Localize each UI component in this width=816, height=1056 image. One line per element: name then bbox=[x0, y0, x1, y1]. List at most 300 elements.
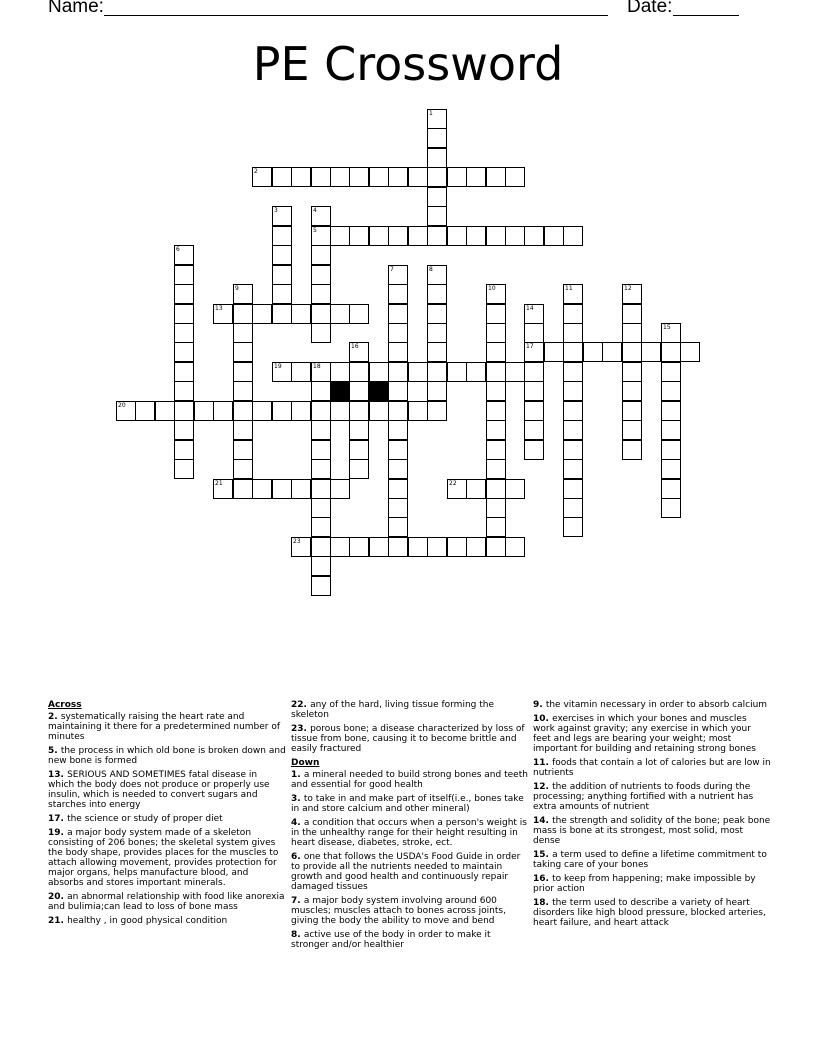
clue-number-label: 12. bbox=[533, 782, 553, 792]
grid-cell[interactable] bbox=[330, 401, 350, 421]
grid-cell[interactable] bbox=[661, 323, 681, 343]
grid-cell[interactable] bbox=[466, 167, 486, 187]
grid-cell[interactable] bbox=[311, 245, 331, 265]
grid-cell[interactable] bbox=[349, 342, 369, 362]
grid-cell[interactable] bbox=[622, 440, 642, 460]
grid-cell[interactable] bbox=[272, 206, 292, 226]
grid-cell[interactable] bbox=[311, 576, 331, 596]
clue-number-label: 17. bbox=[48, 814, 68, 824]
grid-cell[interactable] bbox=[272, 304, 292, 324]
clue-text: systematically raising the heart rate and maintaining it there for a predetermined number of minutes bbox=[48, 712, 281, 742]
grid-cell[interactable] bbox=[622, 304, 642, 324]
clue-number: 18 bbox=[313, 363, 321, 370]
grid-cell[interactable] bbox=[174, 284, 194, 304]
grid-cell[interactable] bbox=[388, 304, 408, 324]
clue-number-label: 5. bbox=[48, 746, 61, 756]
clue-item bbox=[48, 828, 286, 888]
clue-item bbox=[533, 758, 771, 778]
grid-cell[interactable] bbox=[233, 381, 253, 401]
clue-item bbox=[48, 892, 286, 912]
grid-cell[interactable] bbox=[369, 362, 389, 382]
clue-number-label: 18. bbox=[533, 898, 553, 908]
grid-cell[interactable] bbox=[661, 342, 681, 362]
grid-cell[interactable] bbox=[427, 187, 447, 207]
grid-cell[interactable] bbox=[486, 323, 506, 343]
grid-cell[interactable] bbox=[291, 362, 311, 382]
grid-cell[interactable] bbox=[388, 362, 408, 382]
grid-cell[interactable] bbox=[427, 537, 447, 557]
grid-cell[interactable] bbox=[311, 381, 331, 401]
clue-text: one that follows the USDA's Food Guide in order to provide all the nutrients needed to maintain growth and good health and continuously repair damaged tissues bbox=[291, 852, 521, 892]
grid-cell[interactable] bbox=[213, 401, 233, 421]
grid-cell[interactable] bbox=[369, 537, 389, 557]
clue-number-label: 3. bbox=[291, 794, 304, 804]
down-heading: Down bbox=[291, 758, 320, 768]
grid-cell[interactable] bbox=[311, 362, 331, 382]
grid-cell[interactable] bbox=[486, 459, 506, 479]
clue-number-label: 7. bbox=[291, 896, 304, 906]
grid-cell[interactable] bbox=[349, 381, 369, 401]
grid-cell[interactable] bbox=[563, 517, 583, 537]
grid-cell[interactable] bbox=[563, 381, 583, 401]
clue-number: 16 bbox=[351, 343, 359, 350]
clue-number: 2 bbox=[254, 168, 258, 175]
clue-number: 21 bbox=[215, 480, 223, 487]
grid-cell[interactable] bbox=[272, 401, 292, 421]
grid-cell[interactable] bbox=[311, 556, 331, 576]
grid-cell[interactable] bbox=[622, 362, 642, 382]
clue-item bbox=[291, 794, 529, 814]
grid-cell[interactable] bbox=[661, 440, 681, 460]
clue-number-label: 20. bbox=[48, 892, 68, 902]
grid-cell[interactable] bbox=[486, 440, 506, 460]
clue-number-label: 22. bbox=[291, 700, 311, 710]
grid-cell[interactable] bbox=[194, 401, 214, 421]
grid-cell[interactable] bbox=[311, 265, 331, 285]
clue-number: 11 bbox=[565, 285, 573, 292]
clue-number: 20 bbox=[118, 402, 126, 409]
grid-cell[interactable] bbox=[486, 401, 506, 421]
clue-number: 5 bbox=[313, 227, 317, 234]
clue-item bbox=[48, 814, 286, 824]
grid-cell[interactable] bbox=[233, 362, 253, 382]
grid-cell[interactable] bbox=[563, 304, 583, 324]
grid-cell[interactable] bbox=[583, 342, 603, 362]
grid-cell[interactable] bbox=[447, 362, 467, 382]
grid-cell[interactable] bbox=[622, 284, 642, 304]
clue-number: 15 bbox=[663, 324, 671, 331]
grid-cell[interactable] bbox=[486, 517, 506, 537]
clue-text: a major body system involving around 600 muscles; muscles attach to bones across joints, giving the body the ability to move and bend bbox=[291, 896, 506, 926]
grid-cell[interactable] bbox=[427, 362, 447, 382]
grid-cell[interactable] bbox=[311, 459, 331, 479]
clue-number: 22 bbox=[449, 480, 457, 487]
grid-cell[interactable] bbox=[563, 284, 583, 304]
grid-cell[interactable] bbox=[486, 284, 506, 304]
grid-cell[interactable] bbox=[524, 381, 544, 401]
grid-cell[interactable] bbox=[427, 284, 447, 304]
grid-cell[interactable] bbox=[388, 167, 408, 187]
grid-cell[interactable] bbox=[563, 440, 583, 460]
grid-cell[interactable] bbox=[447, 537, 467, 557]
clue-number-label: 16. bbox=[533, 874, 553, 884]
clue-number-label: 14. bbox=[533, 816, 553, 826]
grid-cell[interactable] bbox=[563, 479, 583, 499]
grid-cell[interactable] bbox=[233, 304, 253, 324]
grid-cell[interactable] bbox=[466, 226, 486, 246]
clue-item bbox=[48, 712, 286, 742]
grid-cell[interactable] bbox=[369, 401, 389, 421]
grid-cell[interactable] bbox=[408, 401, 428, 421]
clue-number: 12 bbox=[624, 285, 632, 292]
grid-cell[interactable] bbox=[369, 226, 389, 246]
grid-cell[interactable] bbox=[349, 362, 369, 382]
grid-cell[interactable] bbox=[486, 381, 506, 401]
clue-number: 19 bbox=[274, 363, 282, 370]
grid-cell[interactable] bbox=[252, 479, 272, 499]
clue-number: 7 bbox=[390, 266, 394, 273]
grid-cell[interactable] bbox=[311, 401, 331, 421]
grid-cell[interactable] bbox=[524, 362, 544, 382]
grid-block bbox=[330, 381, 350, 401]
grid-cell[interactable] bbox=[486, 167, 506, 187]
grid-cell[interactable] bbox=[544, 342, 564, 362]
grid-cell[interactable] bbox=[233, 342, 253, 362]
grid-cell[interactable] bbox=[291, 479, 311, 499]
grid-cell[interactable] bbox=[524, 323, 544, 343]
grid-cell[interactable] bbox=[466, 362, 486, 382]
grid-cell[interactable] bbox=[388, 517, 408, 537]
clue-text: to keep from happening; make impossible by prior action bbox=[533, 874, 756, 894]
grid-cell[interactable] bbox=[233, 323, 253, 343]
grid-cell[interactable] bbox=[174, 342, 194, 362]
grid-cell[interactable] bbox=[622, 342, 642, 362]
grid-cell[interactable] bbox=[311, 498, 331, 518]
grid-cell[interactable] bbox=[427, 304, 447, 324]
clues-column-3 bbox=[533, 700, 771, 932]
grid-cell[interactable] bbox=[388, 537, 408, 557]
grid-cell[interactable] bbox=[427, 226, 447, 246]
clue-number-label: 23. bbox=[291, 724, 311, 734]
grid-cell[interactable] bbox=[213, 479, 233, 499]
grid-cell[interactable] bbox=[408, 226, 428, 246]
clue-text: healthy , in good physical condition bbox=[67, 916, 228, 926]
clue-text: the science or study of proper diet bbox=[67, 814, 223, 824]
grid-cell[interactable] bbox=[349, 401, 369, 421]
grid-cell[interactable] bbox=[661, 381, 681, 401]
grid-cell[interactable] bbox=[330, 362, 350, 382]
page-title: PE Crossword bbox=[252, 37, 564, 91]
clue-item bbox=[291, 770, 529, 790]
grid-cell[interactable] bbox=[272, 245, 292, 265]
grid-cell[interactable] bbox=[174, 401, 194, 421]
clue-number: 10 bbox=[488, 285, 496, 292]
grid-cell[interactable] bbox=[486, 304, 506, 324]
grid-cell[interactable] bbox=[408, 362, 428, 382]
clue-text: foods that contain a lot of calories but are low in nutrients bbox=[533, 758, 771, 778]
grid-cell[interactable] bbox=[563, 362, 583, 382]
grid-cell[interactable] bbox=[505, 362, 525, 382]
grid-cell[interactable] bbox=[272, 167, 292, 187]
grid-cell[interactable] bbox=[388, 226, 408, 246]
grid-cell[interactable] bbox=[388, 381, 408, 401]
grid-cell[interactable] bbox=[661, 420, 681, 440]
grid-cell[interactable] bbox=[524, 304, 544, 324]
clue-text: the process in which old bone is broken down and new bone is formed bbox=[48, 746, 286, 766]
grid-cell[interactable] bbox=[330, 479, 350, 499]
grid-cell[interactable] bbox=[174, 362, 194, 382]
clue-text: to take in and make part of itself(i.e., bones take in and store calcium and other mineral) bbox=[291, 794, 524, 814]
grid-cell[interactable] bbox=[427, 167, 447, 187]
clue-text: a major body system made of a skeleton consisting of 206 bones; the skeletal system gives the body shape, provides places for the muscles to attach allowing movement, provides protection for major organs, helps manufacture blood, and absorbs and stores important minerals. bbox=[48, 828, 279, 888]
grid-cell[interactable] bbox=[661, 479, 681, 499]
clue-number: 13 bbox=[215, 305, 223, 312]
grid-cell[interactable] bbox=[174, 440, 194, 460]
clue-number-label: 6. bbox=[291, 852, 304, 862]
grid-cell[interactable] bbox=[330, 537, 350, 557]
grid-cell[interactable] bbox=[466, 537, 486, 557]
grid-cell[interactable] bbox=[486, 498, 506, 518]
clue-number: 1 bbox=[429, 110, 433, 117]
grid-cell[interactable] bbox=[563, 420, 583, 440]
grid-cell[interactable] bbox=[349, 537, 369, 557]
grid-cell[interactable] bbox=[661, 401, 681, 421]
grid-cell[interactable] bbox=[563, 226, 583, 246]
grid-cell[interactable] bbox=[524, 226, 544, 246]
clues-column-2 bbox=[291, 700, 529, 954]
grid-cell[interactable] bbox=[272, 479, 292, 499]
grid-cell[interactable] bbox=[622, 420, 642, 440]
clue-number-label: 9. bbox=[533, 700, 546, 710]
grid-cell[interactable] bbox=[233, 440, 253, 460]
clue-item bbox=[533, 874, 771, 894]
grid-cell[interactable] bbox=[524, 342, 544, 362]
grid-cell[interactable] bbox=[349, 304, 369, 324]
clue-text: a mineral needed to build strong bones and teeth and essential for good health bbox=[291, 770, 528, 790]
grid-cell[interactable] bbox=[311, 206, 331, 226]
grid-cell[interactable] bbox=[330, 226, 350, 246]
clue-number-label: 4. bbox=[291, 818, 304, 828]
grid-cell[interactable] bbox=[272, 265, 292, 285]
grid-cell[interactable] bbox=[486, 420, 506, 440]
grid-cell[interactable] bbox=[486, 226, 506, 246]
clue-number: 23 bbox=[293, 538, 301, 545]
grid-cell[interactable] bbox=[311, 284, 331, 304]
clue-number-label: 13. bbox=[48, 770, 68, 780]
grid-cell[interactable] bbox=[563, 323, 583, 343]
grid-cell[interactable] bbox=[311, 304, 331, 324]
clue-text: any of the hard, living tissue forming the skeleton bbox=[291, 700, 494, 720]
grid-cell[interactable] bbox=[388, 459, 408, 479]
grid-cell[interactable] bbox=[135, 401, 155, 421]
grid-cell[interactable] bbox=[233, 401, 253, 421]
clue-number: 4 bbox=[313, 207, 317, 214]
grid-cell[interactable] bbox=[291, 537, 311, 557]
grid-cell[interactable] bbox=[641, 342, 661, 362]
grid-cell[interactable] bbox=[427, 381, 447, 401]
grid-cell[interactable] bbox=[427, 148, 447, 168]
grid-cell[interactable] bbox=[388, 284, 408, 304]
grid-cell[interactable] bbox=[388, 342, 408, 362]
grid-cell[interactable] bbox=[486, 479, 506, 499]
grid-cell[interactable] bbox=[544, 226, 564, 246]
grid-cell[interactable] bbox=[427, 265, 447, 285]
grid-cell[interactable] bbox=[311, 517, 331, 537]
grid-cell[interactable] bbox=[349, 167, 369, 187]
grid-cell[interactable] bbox=[330, 304, 350, 324]
grid-cell[interactable] bbox=[388, 440, 408, 460]
grid-cell[interactable] bbox=[427, 401, 447, 421]
grid-cell[interactable] bbox=[486, 537, 506, 557]
grid-cell[interactable] bbox=[291, 304, 311, 324]
grid-cell[interactable] bbox=[505, 479, 525, 499]
grid-cell[interactable] bbox=[233, 284, 253, 304]
clue-number-label: 19. bbox=[48, 828, 68, 838]
grid-cell[interactable] bbox=[388, 323, 408, 343]
grid-cell[interactable] bbox=[408, 167, 428, 187]
grid-cell[interactable] bbox=[311, 226, 331, 246]
clue-text: an abnormal relationship with food like anorexia and bulimia;can lead to loss of bone mass bbox=[48, 892, 285, 912]
clue-item bbox=[291, 896, 529, 926]
grid-cell[interactable] bbox=[252, 304, 272, 324]
grid-cell[interactable] bbox=[311, 420, 331, 440]
clue-number-label: 8. bbox=[291, 930, 304, 940]
grid-cell[interactable] bbox=[524, 420, 544, 440]
grid-cell[interactable] bbox=[680, 342, 700, 362]
grid-cell[interactable] bbox=[388, 498, 408, 518]
grid-cell[interactable] bbox=[349, 440, 369, 460]
grid-cell[interactable] bbox=[174, 459, 194, 479]
across-heading: Across bbox=[48, 700, 82, 710]
grid-cell[interactable] bbox=[622, 381, 642, 401]
grid-cell[interactable] bbox=[233, 420, 253, 440]
clue-number-label: 10. bbox=[533, 714, 553, 724]
grid-cell[interactable] bbox=[291, 167, 311, 187]
grid-cell[interactable] bbox=[174, 304, 194, 324]
clue-number: 14 bbox=[526, 305, 534, 312]
grid-cell[interactable] bbox=[427, 128, 447, 148]
grid-cell[interactable] bbox=[524, 440, 544, 460]
grid-cell[interactable] bbox=[233, 459, 253, 479]
clue-number: 6 bbox=[176, 246, 180, 253]
grid-cell[interactable] bbox=[388, 265, 408, 285]
clue-number-label: 11. bbox=[533, 758, 553, 768]
grid-cell[interactable] bbox=[311, 537, 331, 557]
grid-cell[interactable] bbox=[174, 323, 194, 343]
grid-cell[interactable] bbox=[427, 342, 447, 362]
grid-cell[interactable] bbox=[563, 498, 583, 518]
grid-cell[interactable] bbox=[388, 401, 408, 421]
grid-cell[interactable] bbox=[447, 226, 467, 246]
grid-cell[interactable] bbox=[272, 284, 292, 304]
grid-cell[interactable] bbox=[466, 479, 486, 499]
grid-cell[interactable] bbox=[447, 167, 467, 187]
grid-cell[interactable] bbox=[447, 479, 467, 499]
clue-number: 17 bbox=[526, 343, 534, 350]
grid-cell[interactable] bbox=[486, 362, 506, 382]
clue-text: the term used to describe a variety of heart disorders like high blood pressure, blocked arteries, heart failure, and heart attack bbox=[533, 898, 766, 928]
clue-number-label: 1. bbox=[291, 770, 304, 780]
grid-cell[interactable] bbox=[174, 265, 194, 285]
clue-number: 3 bbox=[274, 207, 278, 214]
clue-number-label: 2. bbox=[48, 712, 61, 722]
clue-item bbox=[533, 714, 771, 754]
grid-cell[interactable] bbox=[311, 323, 331, 343]
grid-cell[interactable] bbox=[427, 206, 447, 226]
grid-cell[interactable] bbox=[349, 420, 369, 440]
grid-cell[interactable] bbox=[311, 167, 331, 187]
grid-cell[interactable] bbox=[661, 362, 681, 382]
clue-number: 8 bbox=[429, 266, 433, 273]
clue-item bbox=[291, 724, 529, 754]
grid-cell[interactable] bbox=[602, 342, 622, 362]
grid-cell[interactable] bbox=[272, 226, 292, 246]
grid-cell[interactable] bbox=[291, 401, 311, 421]
grid-cell[interactable] bbox=[661, 498, 681, 518]
clue-item bbox=[48, 770, 286, 810]
grid-cell[interactable] bbox=[661, 459, 681, 479]
grid-cell[interactable] bbox=[155, 401, 175, 421]
grid-cell[interactable] bbox=[622, 323, 642, 343]
grid-cell[interactable] bbox=[311, 479, 331, 499]
clue-item bbox=[533, 782, 771, 812]
grid-cell[interactable] bbox=[408, 537, 428, 557]
clue-text: SERIOUS AND SOMETIMES fatal disease in which the body does not produce or properly use insulin, which is needed to convert sugars and starches into energy bbox=[48, 770, 270, 810]
grid-cell[interactable] bbox=[330, 167, 350, 187]
clue-item bbox=[533, 898, 771, 928]
grid-cell[interactable] bbox=[349, 226, 369, 246]
grid-cell[interactable] bbox=[622, 401, 642, 421]
clue-item bbox=[291, 852, 529, 892]
grid-cell[interactable] bbox=[563, 459, 583, 479]
clue-item bbox=[48, 916, 286, 926]
clue-item bbox=[291, 930, 529, 950]
grid-cell[interactable] bbox=[369, 167, 389, 187]
grid-cell[interactable] bbox=[116, 401, 136, 421]
clue-item bbox=[291, 818, 529, 848]
grid-cell[interactable] bbox=[174, 381, 194, 401]
date-label: Date: bbox=[627, 0, 673, 17]
grid-cell[interactable] bbox=[272, 362, 292, 382]
clue-item bbox=[533, 816, 771, 846]
grid-cell[interactable] bbox=[505, 537, 525, 557]
grid-cell[interactable] bbox=[486, 342, 506, 362]
grid-cell[interactable] bbox=[349, 459, 369, 479]
clue-number-label: 15. bbox=[533, 850, 553, 860]
grid-cell[interactable] bbox=[388, 420, 408, 440]
grid-cell[interactable] bbox=[311, 440, 331, 460]
clues-column-1 bbox=[48, 700, 286, 930]
grid-cell[interactable] bbox=[563, 342, 583, 362]
grid-cell[interactable] bbox=[427, 323, 447, 343]
grid-cell[interactable] bbox=[213, 304, 233, 324]
grid-cell[interactable] bbox=[252, 167, 272, 187]
grid-cell[interactable] bbox=[427, 109, 447, 129]
grid-cell[interactable] bbox=[174, 420, 194, 440]
name-label: Name: bbox=[48, 0, 104, 17]
grid-cell[interactable] bbox=[505, 226, 525, 246]
grid-cell[interactable] bbox=[252, 401, 272, 421]
clue-item bbox=[533, 700, 771, 710]
grid-cell[interactable] bbox=[524, 401, 544, 421]
grid-cell[interactable] bbox=[388, 479, 408, 499]
grid-cell[interactable] bbox=[174, 245, 194, 265]
grid-cell[interactable] bbox=[233, 479, 253, 499]
clue-item bbox=[291, 700, 529, 720]
grid-cell[interactable] bbox=[563, 401, 583, 421]
grid-cell[interactable] bbox=[505, 167, 525, 187]
clue-text: a condition that occurs when a person's weight is in the unhealthy range for their height resulting in heart disease, diabetes, stroke, ect. bbox=[291, 818, 527, 848]
